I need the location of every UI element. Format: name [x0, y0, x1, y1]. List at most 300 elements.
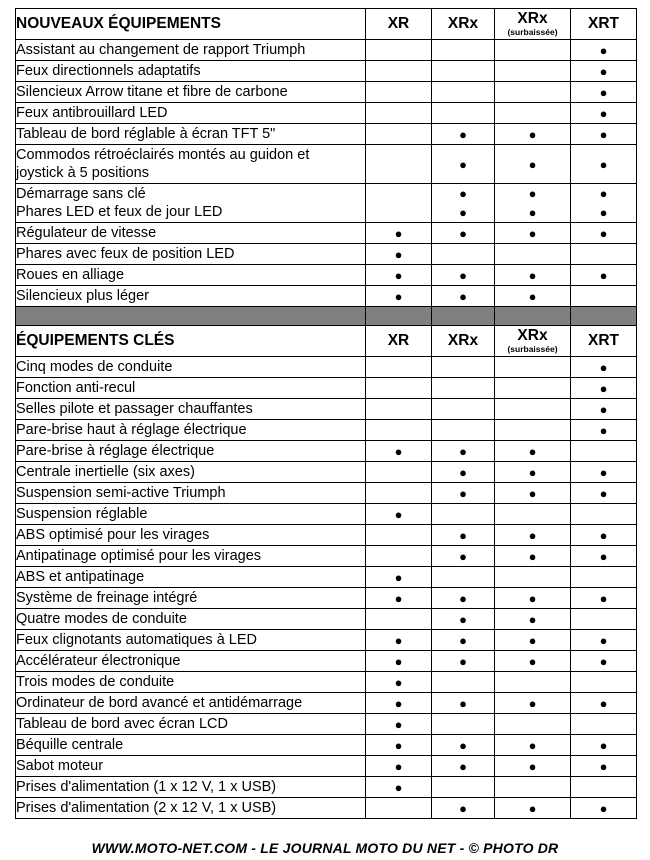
- availability-cell: [366, 103, 432, 124]
- column-header-2: [432, 326, 495, 357]
- feature-label-line: Selles pilote et passager chauffantes: [16, 400, 253, 417]
- availability-cell: [571, 546, 637, 567]
- feature-label-line: Sabot moteur: [16, 757, 104, 774]
- feature-label-line: Suspension réglable: [16, 505, 148, 522]
- availability-cell: [432, 61, 495, 82]
- availability-bullet: ●: [599, 737, 608, 753]
- availability-empty: [432, 568, 494, 587]
- feature-row: [16, 798, 637, 819]
- availability-cell: [432, 693, 495, 714]
- availability-empty: [571, 505, 636, 524]
- availability-empty: [571, 778, 636, 797]
- availability-cell: [495, 184, 571, 223]
- column-name: XR: [387, 14, 410, 32]
- availability-cell: [495, 420, 571, 441]
- availability-cell: [571, 82, 637, 103]
- availability-cell: [366, 777, 432, 798]
- column-name: XR: [387, 331, 410, 349]
- availability-cell: [571, 609, 637, 630]
- availability-cell: [366, 588, 432, 609]
- availability-bullet: ●: [599, 800, 608, 816]
- availability-bullet: ●: [528, 632, 537, 648]
- availability-bullet: ●: [459, 758, 467, 774]
- feature-label: [16, 124, 366, 145]
- availability-cell: [366, 378, 432, 399]
- availability-cell: [571, 651, 637, 672]
- availability-bullet: ●: [459, 205, 467, 220]
- availability-cell: [432, 567, 495, 588]
- feature-label-line: Feux directionnels adaptatifs: [16, 62, 201, 79]
- feature-label: [16, 504, 366, 525]
- availability-bullet: ●: [528, 590, 537, 606]
- feature-label: [16, 714, 366, 735]
- availability-empty: [366, 125, 431, 144]
- availability-bullet: ●: [394, 716, 403, 732]
- availability-bullet: ●: [528, 186, 537, 201]
- feature-label: [16, 798, 366, 819]
- availability-cell: [432, 777, 495, 798]
- availability-cell: [432, 504, 495, 525]
- availability-cell: [571, 265, 637, 286]
- feature-label-line: Pare-brise à réglage électrique: [16, 442, 215, 459]
- availability-bullet: ●: [394, 590, 403, 606]
- feature-row: [16, 588, 637, 609]
- availability-cell: [495, 567, 571, 588]
- availability-bullet: ●: [459, 737, 467, 753]
- availability-bullet: ●: [459, 611, 467, 627]
- availability-cell: [571, 40, 637, 61]
- availability-bullet: ●: [459, 485, 467, 501]
- availability-bullet: ●: [394, 779, 403, 795]
- availability-empty: [432, 715, 494, 734]
- feature-row: [16, 693, 637, 714]
- availability-bullet: ●: [459, 126, 467, 142]
- column-name: XRT: [588, 14, 619, 32]
- availability-bullet: ●: [528, 205, 537, 220]
- section-title: ÉQUIPEMENTS CLÉS: [16, 326, 366, 357]
- availability-cell: [571, 798, 637, 819]
- availability-cell: [571, 420, 637, 441]
- feature-label: [16, 357, 366, 378]
- feature-label: [16, 286, 366, 307]
- feature-label-line: Feux antibrouillard LED: [16, 104, 168, 121]
- availability-bullet: ●: [599, 632, 608, 648]
- feature-label-line: Silencieux plus léger: [16, 287, 149, 304]
- feature-row: [16, 630, 637, 651]
- availability-cell: [366, 693, 432, 714]
- feature-label: [16, 441, 366, 462]
- availability-bullet: ●: [394, 288, 403, 304]
- availability-cell: [495, 651, 571, 672]
- separator-cell: [432, 307, 495, 326]
- availability-cell: [366, 756, 432, 777]
- availability-bullet: ●: [599, 126, 608, 142]
- section-header-row: [16, 326, 637, 357]
- feature-label: [16, 420, 366, 441]
- feature-label-line: Prises d'alimentation (1 x 12 V, 1 x USB): [16, 778, 277, 795]
- feature-label-line: Phares LED et feux de jour LED: [16, 204, 223, 220]
- availability-empty: [495, 778, 570, 797]
- availability-bullet: ●: [528, 695, 537, 711]
- feature-label: [16, 588, 366, 609]
- feature-row: [16, 462, 637, 483]
- availability-cell: [366, 124, 432, 145]
- availability-bullet: ●: [394, 267, 403, 283]
- availability-bullet: ●: [528, 464, 537, 480]
- availability-bullet: ●: [459, 527, 467, 543]
- availability-cell: [366, 504, 432, 525]
- availability-bullet: ●: [528, 267, 537, 283]
- feature-row: [16, 286, 637, 307]
- separator-cell: [495, 307, 571, 326]
- feature-label-line: Assistant au changement de rapport Triumph: [16, 41, 306, 58]
- feature-row: [16, 651, 637, 672]
- feature-label: [16, 672, 366, 693]
- feature-row: [16, 525, 637, 546]
- availability-empty: [366, 203, 431, 222]
- availability-cell: [571, 567, 637, 588]
- feature-row: [16, 124, 637, 145]
- availability-cell: [366, 40, 432, 61]
- availability-cell: [366, 462, 432, 483]
- availability-empty: [366, 83, 431, 102]
- feature-row: [16, 672, 637, 693]
- column-header-2: [432, 9, 495, 40]
- section-header-row: [16, 9, 637, 40]
- availability-bullet: ●: [394, 674, 403, 690]
- feature-row: [16, 546, 637, 567]
- availability-cell: [571, 504, 637, 525]
- feature-label-line: Démarrage sans clé: [16, 186, 146, 202]
- availability-cell: [366, 798, 432, 819]
- footer-credit: WWW.MOTO-NET.COM - LE JOURNAL MOTO DU NET - © PHOTO DR: [91, 840, 559, 856]
- availability-cell: [495, 244, 571, 265]
- feature-label: [16, 609, 366, 630]
- feature-row: [16, 357, 637, 378]
- availability-cell: [366, 244, 432, 265]
- availability-empty: [366, 463, 431, 482]
- feature-label: [16, 567, 366, 588]
- feature-label-line: Commodos rétroéclairés montés au guidon et: [16, 147, 310, 163]
- availability-bullet: ●: [528, 653, 537, 669]
- availability-cell: [495, 462, 571, 483]
- availability-cell: [432, 286, 495, 307]
- availability-cell: [571, 483, 637, 504]
- availability-bullet: ●: [394, 737, 403, 753]
- availability-empty: [432, 41, 494, 60]
- availability-cell: [432, 378, 495, 399]
- availability-cell: [571, 124, 637, 145]
- availability-cell: [571, 777, 637, 798]
- feature-row: [16, 756, 637, 777]
- feature-label-line: joystick à 5 positions: [16, 165, 149, 181]
- feature-label: [16, 525, 366, 546]
- feature-row: [16, 145, 637, 184]
- availability-cell: [495, 124, 571, 145]
- availability-bullet: ●: [599, 380, 608, 396]
- availability-cell: [366, 714, 432, 735]
- availability-bullet: ●: [599, 225, 608, 241]
- availability-cell: [495, 265, 571, 286]
- feature-label: [16, 756, 366, 777]
- availability-bullet: ●: [528, 527, 537, 543]
- availability-empty: [432, 673, 494, 692]
- availability-bullet: ●: [394, 225, 403, 241]
- availability-bullet: ●: [599, 186, 608, 201]
- feature-label: [16, 546, 366, 567]
- availability-cell: [571, 462, 637, 483]
- availability-cell: [495, 735, 571, 756]
- feature-row: [16, 420, 637, 441]
- feature-label-line: Accélérateur électronique: [16, 652, 181, 669]
- feature-label-line: Antipatinage optimisé pour les virages: [16, 547, 262, 564]
- availability-cell: [366, 735, 432, 756]
- availability-cell: [495, 286, 571, 307]
- feature-row: [16, 441, 637, 462]
- availability-bullet: ●: [599, 548, 608, 564]
- availability-bullet: ●: [528, 443, 537, 459]
- availability-cell: [432, 244, 495, 265]
- feature-label: [16, 61, 366, 82]
- separator-cell: [571, 307, 637, 326]
- column-header-3: [495, 9, 571, 40]
- availability-bullet: ●: [394, 506, 403, 522]
- column-header-1: [366, 326, 432, 357]
- feature-label-line: Prises d'alimentation (2 x 12 V, 1 x USB): [16, 799, 277, 816]
- availability-empty: [495, 358, 570, 377]
- availability-empty: [495, 245, 570, 264]
- availability-cell: [571, 357, 637, 378]
- availability-empty: [432, 62, 494, 81]
- availability-cell: [432, 714, 495, 735]
- availability-bullet: ●: [394, 632, 403, 648]
- availability-cell: [432, 462, 495, 483]
- availability-bullet: ●: [394, 443, 403, 459]
- availability-cell: [571, 61, 637, 82]
- availability-empty: [571, 568, 636, 587]
- availability-cell: [571, 378, 637, 399]
- feature-label-line: Cinq modes de conduite: [16, 358, 173, 375]
- availability-cell: [432, 145, 495, 184]
- availability-bullet: ●: [459, 464, 467, 480]
- availability-cell: [571, 184, 637, 223]
- feature-label-line: Silencieux Arrow titane et fibre de carbone: [16, 83, 288, 100]
- feature-row: [16, 504, 637, 525]
- column-header-4: [571, 326, 637, 357]
- availability-cell: [571, 693, 637, 714]
- feature-row: [16, 223, 637, 244]
- feature-label: [16, 462, 366, 483]
- availability-empty: [432, 400, 494, 419]
- availability-cell: [495, 223, 571, 244]
- availability-cell: [571, 735, 637, 756]
- availability-bullet: ●: [394, 695, 403, 711]
- equipment-comparison-table: [15, 8, 637, 819]
- availability-cell: [432, 82, 495, 103]
- availability-empty: [495, 379, 570, 398]
- availability-bullet: ●: [459, 590, 467, 606]
- feature-label-line: ABS et antipatinage: [16, 568, 145, 585]
- availability-empty: [571, 287, 636, 306]
- availability-cell: [366, 441, 432, 462]
- availability-cell: [432, 651, 495, 672]
- feature-row: [16, 82, 637, 103]
- availability-bullet: ●: [528, 126, 537, 142]
- column-name: XRx: [517, 327, 548, 345]
- feature-row: [16, 714, 637, 735]
- feature-row: [16, 483, 637, 504]
- availability-cell: [366, 567, 432, 588]
- availability-empty: [366, 547, 431, 566]
- availability-bullet: ●: [599, 84, 608, 100]
- feature-label: [16, 777, 366, 798]
- availability-bullet: ●: [459, 288, 467, 304]
- availability-cell: [571, 525, 637, 546]
- availability-empty: [495, 83, 570, 102]
- availability-cell: [571, 286, 637, 307]
- availability-cell: [495, 672, 571, 693]
- availability-cell: [495, 103, 571, 124]
- availability-bullet: ●: [459, 186, 467, 201]
- column-name: XRx: [517, 10, 548, 28]
- separator-cell: [16, 307, 366, 326]
- availability-cell: [366, 184, 432, 223]
- availability-cell: [366, 265, 432, 286]
- availability-bullet: ●: [599, 590, 608, 606]
- availability-empty: [366, 484, 431, 503]
- feature-row: [16, 609, 637, 630]
- availability-bullet: ●: [599, 527, 608, 543]
- availability-cell: [432, 223, 495, 244]
- column-name: XRT: [588, 331, 619, 349]
- feature-label: [16, 399, 366, 420]
- availability-cell: [366, 223, 432, 244]
- column-subtitle: (surbaissée): [507, 26, 558, 37]
- availability-cell: [432, 609, 495, 630]
- feature-label-line: Béquille centrale: [16, 736, 124, 753]
- availability-empty: [366, 379, 431, 398]
- availability-cell: [366, 286, 432, 307]
- availability-empty: [495, 104, 570, 123]
- availability-bullet: ●: [599, 485, 608, 501]
- availability-cell: [571, 588, 637, 609]
- availability-bullet: ●: [528, 758, 537, 774]
- availability-bullet: ●: [599, 758, 608, 774]
- feature-row: [16, 399, 637, 420]
- availability-bullet: ●: [528, 225, 537, 241]
- feature-label-line: Tableau de bord réglable à écran TFT 5": [16, 125, 276, 142]
- feature-label: [16, 378, 366, 399]
- availability-empty: [432, 379, 494, 398]
- availability-cell: [432, 672, 495, 693]
- availability-bullet: ●: [599, 267, 608, 283]
- availability-empty: [495, 421, 570, 440]
- availability-empty: [495, 505, 570, 524]
- availability-bullet: ●: [528, 548, 537, 564]
- availability-empty: [366, 184, 431, 203]
- feature-label-line: ABS optimisé pour les virages: [16, 526, 210, 543]
- availability-empty: [495, 62, 570, 81]
- feature-label: [16, 630, 366, 651]
- availability-bullet: ●: [599, 63, 608, 79]
- availability-cell: [432, 40, 495, 61]
- availability-bullet: ●: [528, 156, 537, 172]
- availability-cell: [571, 244, 637, 265]
- availability-empty: [571, 610, 636, 629]
- availability-bullet: ●: [528, 737, 537, 753]
- feature-label-line: Trois modes de conduite: [16, 673, 175, 690]
- availability-cell: [366, 672, 432, 693]
- availability-cell: [366, 651, 432, 672]
- availability-bullet: ●: [394, 758, 403, 774]
- availability-cell: [571, 630, 637, 651]
- availability-empty: [432, 358, 494, 377]
- availability-cell: [571, 756, 637, 777]
- availability-cell: [495, 40, 571, 61]
- column-header-3: [495, 326, 571, 357]
- feature-label-line: Phares avec feux de position LED: [16, 245, 235, 262]
- availability-bullet: ●: [459, 548, 467, 564]
- feature-label-line: Pare-brise haut à réglage électrique: [16, 421, 247, 438]
- availability-cell: [571, 672, 637, 693]
- availability-cell: [366, 525, 432, 546]
- feature-label: [16, 244, 366, 265]
- feature-label-line: Système de freinage intégré: [16, 589, 198, 606]
- availability-empty: [571, 245, 636, 264]
- availability-empty: [366, 104, 431, 123]
- section-separator: [16, 307, 637, 326]
- availability-cell: [495, 357, 571, 378]
- availability-bullet: ●: [599, 401, 608, 417]
- availability-cell: [432, 357, 495, 378]
- availability-cell: [495, 378, 571, 399]
- feature-row: [16, 265, 637, 286]
- availability-cell: [571, 145, 637, 184]
- availability-empty: [571, 715, 636, 734]
- availability-empty: [366, 799, 431, 818]
- feature-row: [16, 61, 637, 82]
- availability-empty: [432, 245, 494, 264]
- availability-empty: [495, 673, 570, 692]
- availability-bullet: ●: [459, 800, 467, 816]
- availability-empty: [432, 505, 494, 524]
- availability-cell: [495, 525, 571, 546]
- availability-cell: [366, 483, 432, 504]
- feature-label-line: Ordinateur de bord avancé et antidémarrage: [16, 694, 303, 711]
- feature-label: [16, 483, 366, 504]
- availability-bullet: ●: [459, 653, 467, 669]
- availability-cell: [432, 756, 495, 777]
- feature-label: [16, 145, 366, 184]
- feature-label-line: Régulateur de vitesse: [16, 224, 157, 241]
- availability-bullet: ●: [599, 464, 608, 480]
- availability-bullet: ●: [599, 105, 608, 121]
- availability-bullet: ●: [528, 288, 537, 304]
- feature-row: [16, 567, 637, 588]
- feature-row: [16, 735, 637, 756]
- availability-cell: [495, 82, 571, 103]
- availability-cell: [495, 777, 571, 798]
- availability-empty: [366, 41, 431, 60]
- availability-cell: [432, 399, 495, 420]
- availability-cell: [432, 588, 495, 609]
- feature-label: [16, 265, 366, 286]
- availability-empty: [366, 358, 431, 377]
- column-name: XRx: [447, 14, 479, 32]
- feature-row: [16, 103, 637, 124]
- availability-empty: [366, 610, 431, 629]
- availability-cell: [432, 265, 495, 286]
